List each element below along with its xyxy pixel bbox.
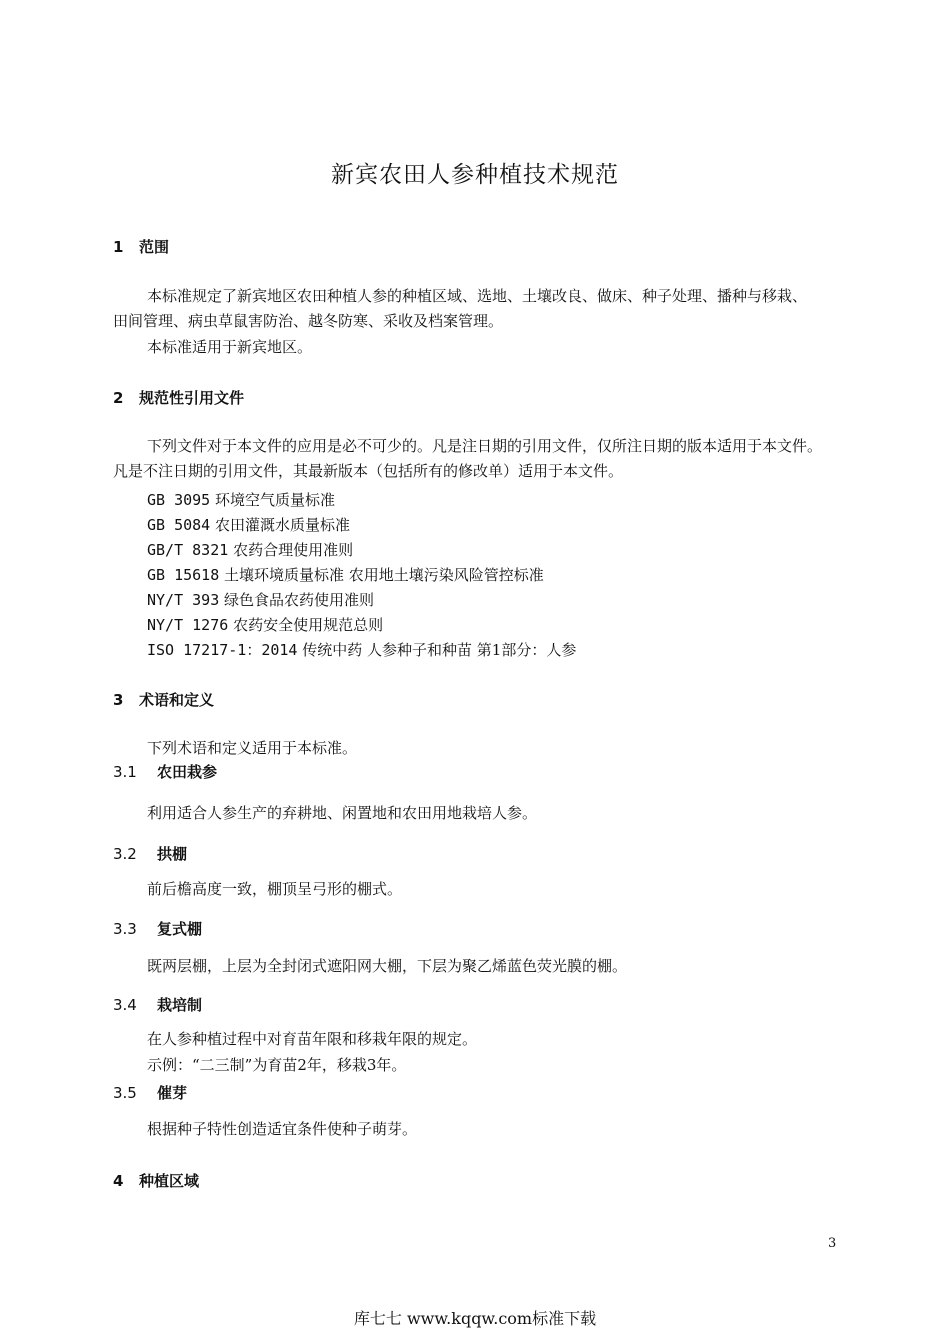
term-title: 复式棚 <box>157 920 203 938</box>
reference-item <box>147 539 353 560</box>
term-heading <box>113 918 202 939</box>
term-number: 3.1 <box>113 763 137 781</box>
section-title: 种植区域 <box>139 1172 200 1190</box>
term-number: 3.4 <box>113 996 137 1014</box>
reference-name: 农田灌溉水质量标准 <box>215 516 351 534</box>
reference-code: NY/T 1276 <box>147 616 229 634</box>
section-1-heading <box>113 236 169 257</box>
section-title: 规范性引用文件 <box>139 389 245 407</box>
reference-name: 传统中药 人参种子和种苗 第1部分：人参 <box>302 641 577 659</box>
term-title: 拱棚 <box>157 845 188 863</box>
reference-name: 农药安全使用规范总则 <box>233 616 384 634</box>
section-title: 术语和定义 <box>139 691 215 709</box>
section-number: 4 <box>113 1172 124 1190</box>
reference-name: 环境空气质量标准 <box>215 491 336 509</box>
term-title: 催芽 <box>157 1084 188 1102</box>
term-number: 3.2 <box>113 845 137 863</box>
term-definition: 既两层棚，上层为全封闭式遮阳网大棚，下层为聚乙烯蓝色荧光膜的棚。 <box>147 957 628 975</box>
term-number: 3.5 <box>113 1084 137 1102</box>
section-title: 范围 <box>139 238 170 256</box>
reference-name: 农药合理使用准则 <box>233 541 354 559</box>
footer-watermark: 库七七 www.kqqw.com标准下载 <box>353 1309 597 1328</box>
term-heading <box>113 994 202 1015</box>
section-number: 2 <box>113 389 124 407</box>
reference-code: ISO 17217-1：2014 <box>147 641 298 659</box>
references-intro-line2: 凡是不注日期的引用文件，其最新版本（包括所有的修改单）适用于本文件。 <box>113 462 624 480</box>
section-number: 1 <box>113 238 124 256</box>
references-intro-line1: 下列文件对于本文件的应用是必不可少的。凡是注日期的引用文件，仅所注日期的版本适用于本文件。 <box>147 437 823 455</box>
reference-item <box>147 564 544 585</box>
term-definition: 根据种子特性创造适宜条件使种子萌芽。 <box>147 1120 418 1138</box>
scope-paragraph-line1: 本标准规定了新宾地区农田种植人参的种植区域、选地、土壤改良、做床、种子处理、播种与移栽、 <box>147 287 808 305</box>
term-title: 农田栽参 <box>157 763 218 781</box>
term-title: 栽培制 <box>157 996 203 1014</box>
term-example: 示例：“二三制”为育苗2年，移栽3年。 <box>147 1056 407 1074</box>
term-number: 3.3 <box>113 920 137 938</box>
page-number: 3 <box>828 1236 837 1251</box>
term-definition: 在人参种植过程中对育苗年限和移栽年限的规定。 <box>147 1030 478 1048</box>
section-3-heading <box>113 689 214 710</box>
reference-code: GB 3095 <box>147 491 211 509</box>
reference-item <box>147 489 335 510</box>
reference-code: GB 5084 <box>147 516 211 534</box>
section-4-heading <box>113 1170 199 1191</box>
reference-item <box>147 589 374 610</box>
reference-code: GB/T 8321 <box>147 541 229 559</box>
scope-paragraph-line2: 田间管理、病虫草鼠害防治、越冬防寒、采收及档案管理。 <box>113 312 504 330</box>
term-heading <box>113 761 217 782</box>
reference-item <box>147 639 576 660</box>
term-definition: 前后檐高度一致，棚顶呈弓形的棚式。 <box>147 880 403 898</box>
document-title: 新宾农田人参种植技术规范 <box>331 162 619 188</box>
terms-intro: 下列术语和定义适用于本标准。 <box>147 739 358 757</box>
term-definition: 利用适合人参生产的弃耕地、闲置地和农田用地栽培人参。 <box>147 804 538 822</box>
scope-applicability: 本标准适用于新宾地区。 <box>147 338 313 356</box>
term-heading <box>113 1082 187 1103</box>
reference-name: 土壤环境质量标准 农用地土壤污染风险管控标准 <box>224 566 544 584</box>
section-number: 3 <box>113 691 124 709</box>
reference-code: NY/T 393 <box>147 591 220 609</box>
reference-item <box>147 614 383 635</box>
section-2-heading <box>113 387 244 408</box>
reference-name: 绿色食品农药使用准则 <box>224 591 375 609</box>
reference-code: GB 15618 <box>147 566 220 584</box>
reference-item <box>147 514 350 535</box>
term-heading <box>113 843 187 864</box>
